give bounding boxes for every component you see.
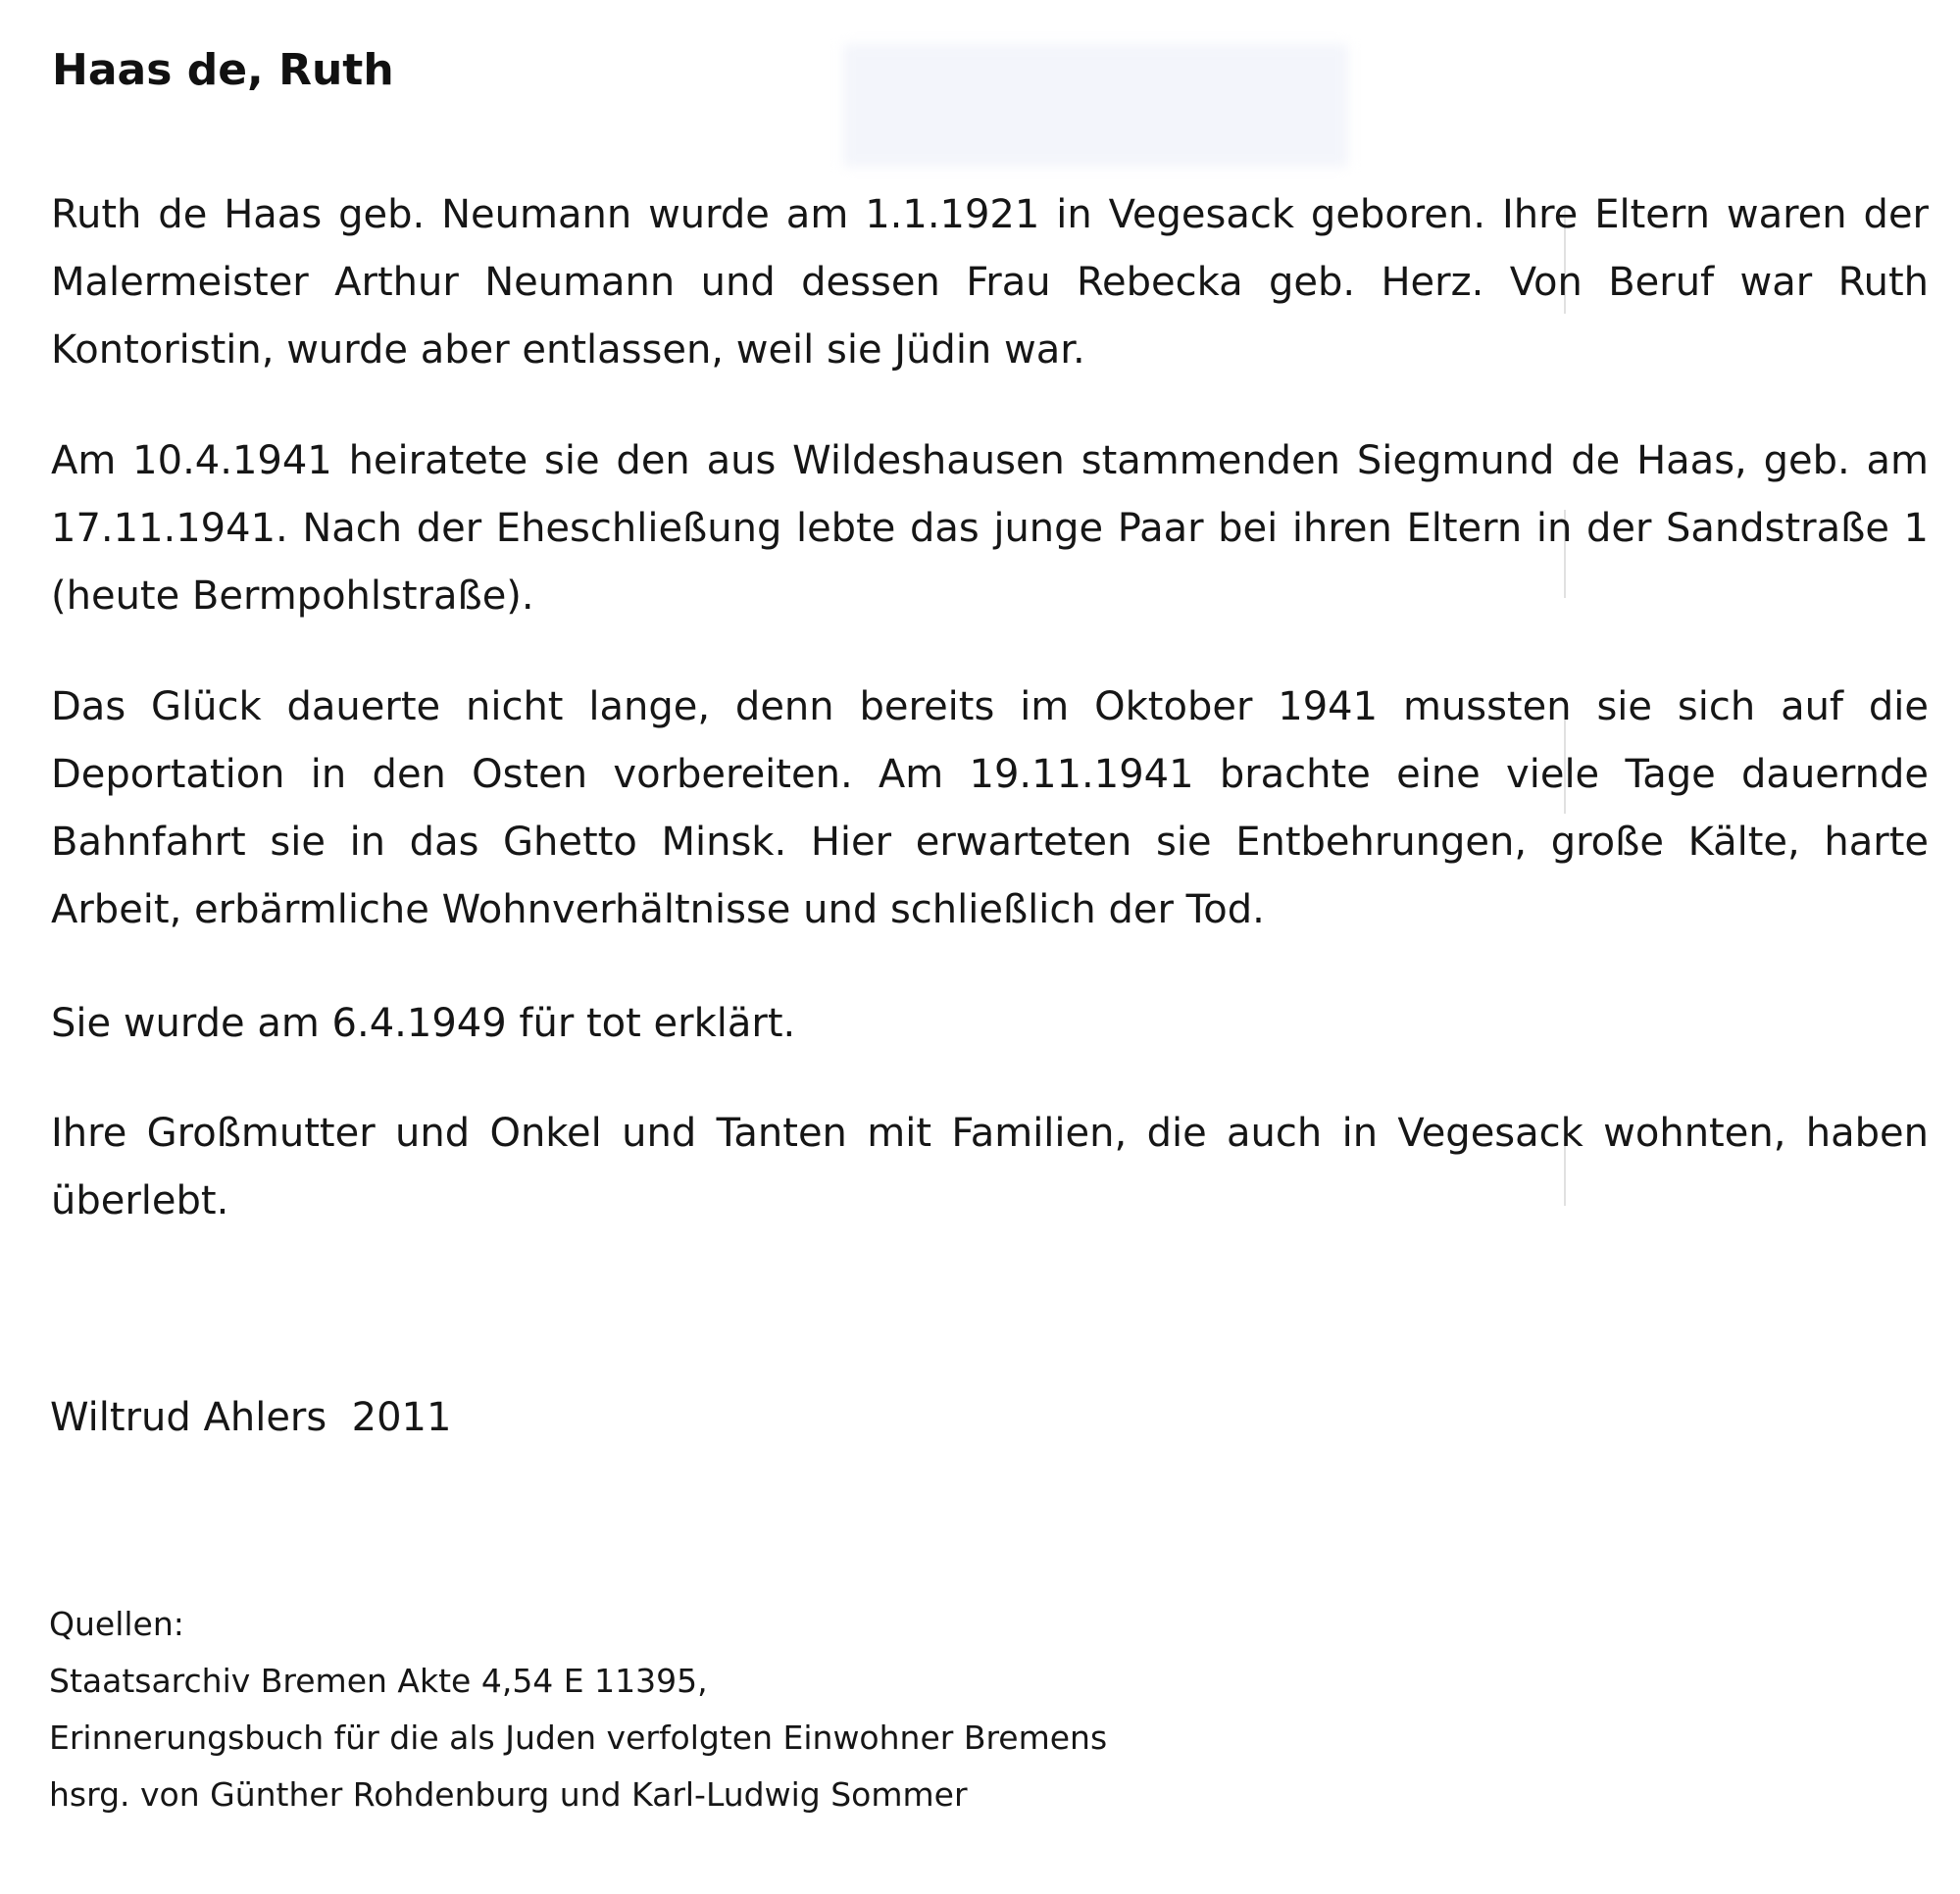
source-line: Erinnerungsbuch für die als Juden verfolgten Einwohner Bremens [49,1719,1108,1757]
paragraph-birth: Ruth de Haas geb. Neumann wurde am 1.1.1921 in Vegesack geboren. Ihre Eltern waren der Malermeister Arthur Neumann und dessen Frau Rebecka geb. Herz. Von Beruf war Ruth Kontoristin, wurde aber entlassen, weil sie Jüdin war. [51,192,1929,373]
scan-smudge [843,44,1348,167]
author-signature: Wiltrud Ahlers 2011 [50,1395,452,1440]
document-title: Haas de, Ruth [52,45,394,95]
paragraph-deportation: Das Glück dauerte nicht lange, denn bereits im Oktober 1941 mussten sie sich auf die Deportation in den Osten vorbereiten. Am 19.11.1941 brachte eine viele Tage dauernde Bahnfahrt sie in das Ghetto Minsk. Hier erwarteten sie Entbehrungen, große Kälte, harte Arbeit, erbärmliche Wohnverhältnisse und schließlich der Tod. [51,684,1929,932]
paragraph-survivors: Ihre Großmutter und Onkel und Tanten mit Familien, die auch in Vegesack wohnten, haben überlebt. [51,1111,1929,1223]
paragraph-marriage: Am 10.4.1941 heiratete sie den aus Wildeshausen stammenden Siegmund de Haas, geb. am 17.11.1941. Nach der Eheschließung lebte das junge Paar bei ihren Eltern in der Sandstraße 1 (heute Bermpohlstraße). [51,438,1929,619]
source-line: hsrg. von Günther Rohdenburg und Karl-Ludwig Sommer [49,1775,968,1814]
paragraph-declared-dead: Sie wurde am 6.4.1949 für tot erklärt. [51,1001,796,1046]
source-line: Staatsarchiv Bremen Akte 4,54 E 11395, [49,1662,708,1700]
sources-section [49,1596,1107,1823]
sources-heading: Quellen: [49,1605,184,1643]
